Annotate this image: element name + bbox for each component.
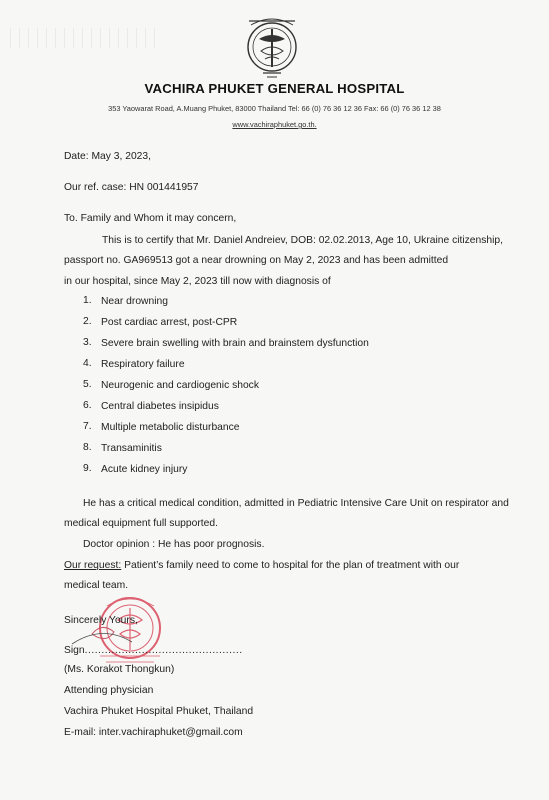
closing: Sincerely Yours, [64,615,138,626]
diagnosis-item: Neurogenic and cardiogenic shock [101,380,259,391]
diagnosis-item: Multiple metabolic disturbance [101,422,240,433]
condition-line-1: He has a critical medical condition, admitted in Pediatric Intensive Care Unit on respirator and [83,498,509,509]
letter-date: Date: May 3, 2023, [64,151,152,162]
diagnosis-number: 7. [83,421,92,432]
diagnosis-item: Central diabetes insipidus [101,401,219,412]
diagnosis-number: 3. [83,337,92,348]
signer-title: Attending physician [64,685,154,696]
diagnosis-item: Severe brain swelling with brain and brainstem dysfunction [101,338,369,349]
hospital-address: 353 Yaowarat Road, A.Muang Phuket, 83000 Thailand Tel: 66 (0) 76 36 12 36 Fax: 66 (0) 76 36 12 38 [108,104,441,113]
diagnosis-item: Acute kidney injury [101,464,188,475]
diagnosis-number: 5. [83,379,92,390]
body-line-3: in our hospital, since May 2, 2023 till now with diagnosis of [64,276,331,287]
sign-label: Sign [64,645,85,656]
diagnosis-item: Respiratory failure [101,359,185,370]
diagnosis-item: Transaminitis [101,443,162,454]
request-text: Patient’s family need to come to hospital for the plan of treatment with our [121,560,460,571]
diagnosis-number: 6. [83,400,92,411]
diagnosis-item: Post cardiac arrest, post-CPR [101,317,238,328]
signature-line [64,644,243,657]
salutation: To. Family and Whom it may concern, [64,213,237,224]
reference-number: Our ref. case: HN 001441957 [64,182,199,193]
hospital-emblem-icon [237,9,307,81]
request-line-1 [64,559,459,572]
hospital-name: VACHIRA PHUKET GENERAL HOSPITAL [144,81,405,96]
hospital-website-link[interactable]: www.vachiraphuket.go.th. [232,120,317,129]
diagnosis-item: Near drowning [101,296,168,307]
body-line-1: This is to certify that Mr. Daniel Andreiev, DOB: 02.02.2013, Age 10, Ukraine citizenship, [102,235,504,246]
signer-email: E-mail: inter.vachiraphuket@gmail.com [64,727,243,738]
diagnosis-number: 4. [83,358,92,369]
diagnosis-number: 9. [83,463,92,474]
sign-dots: ............................................... [84,645,243,656]
scan-artifact [10,28,160,48]
diagnosis-number: 8. [83,442,92,453]
body-line-2: passport no. GA969513 got a near drowning on May 2, 2023 and has been admitted [64,255,449,266]
condition-line-2: medical equipment full supported. [64,518,218,529]
request-line-2: medical team. [64,580,129,591]
diagnosis-number: 2. [83,316,92,327]
doctor-opinion: Doctor opinion : He has poor prognosis. [83,539,265,550]
signer-organization: Vachira Phuket Hospital Phuket, Thailand [64,706,254,717]
diagnosis-number: 1. [83,295,92,306]
signer-name: (Ms. Korakot Thongkun) [64,664,175,675]
request-label: Our request: [64,560,122,571]
